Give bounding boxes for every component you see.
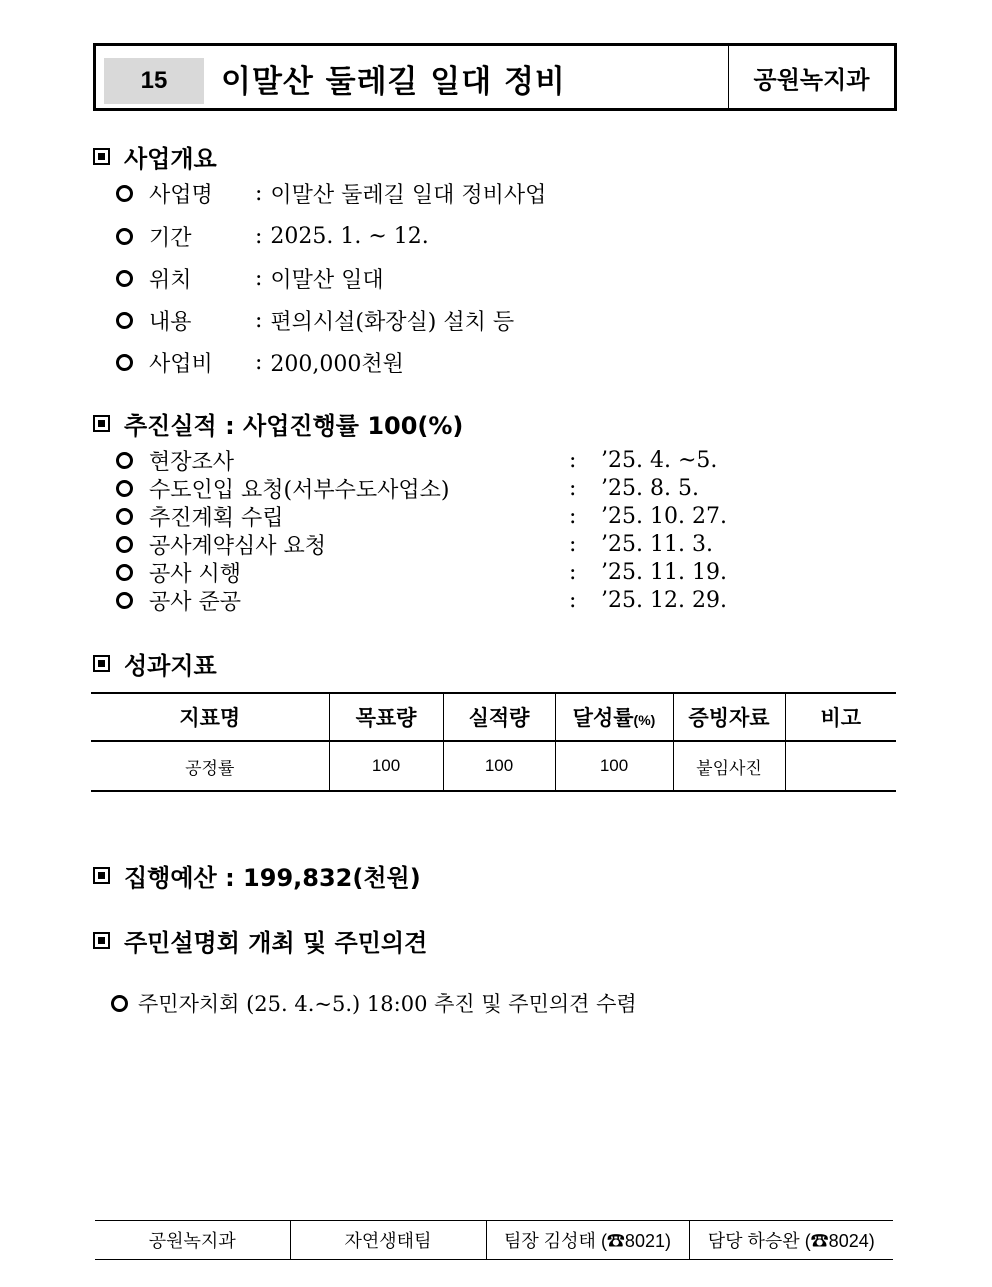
colon: : [569, 448, 577, 473]
overview-value: 200,000천원 [270, 352, 404, 377]
overview-label: 내용 [149, 310, 192, 335]
circle-bullet-icon [116, 354, 133, 371]
colon: : [569, 560, 577, 585]
progress-item [116, 445, 717, 476]
circle-bullet-icon [116, 270, 133, 287]
progress-item [116, 529, 713, 560]
section-progress-heading [93, 406, 463, 441]
kpi-header-target: 목표량 [329, 693, 443, 741]
progress-item [116, 557, 727, 588]
kpi-header-rate-label: 달성률 [572, 707, 634, 730]
overview-value: 이말산 둘레길 일대 정비사업 [270, 183, 547, 208]
circle-bullet-icon [116, 185, 133, 202]
progress-date: ’25. 12. 29. [601, 588, 727, 613]
footer-row [95, 1221, 893, 1260]
progress-item [116, 585, 727, 616]
colon: : [255, 308, 263, 333]
colon: : [255, 181, 263, 206]
footer-table [95, 1220, 893, 1260]
colon: : [569, 588, 577, 613]
title-header [93, 43, 897, 111]
overview-item-location [116, 263, 384, 294]
colon: : [569, 532, 577, 557]
circle-bullet-icon [111, 995, 128, 1012]
progress-date: ’25. 10. 27. [601, 504, 727, 529]
kpi-cell-rate: 100 [555, 741, 673, 791]
circle-bullet-icon [116, 480, 133, 497]
progress-label: 공사 준공 [149, 590, 242, 615]
colon: : [255, 350, 263, 375]
kpi-header-evidence: 증빙자료 [673, 693, 785, 741]
progress-label: 현장조사 [149, 450, 235, 475]
circle-bullet-icon [116, 452, 133, 469]
progress-date: ’25. 8. 5. [601, 476, 699, 501]
page-title: 이말산 둘레길 일대 정비 [221, 64, 566, 100]
colon: : [569, 504, 577, 529]
kpi-header-actual: 실적량 [443, 693, 555, 741]
department-label: 공원녹지과 [753, 65, 870, 94]
section-budget-heading [93, 858, 421, 893]
overview-item-content [116, 305, 514, 336]
kpi-header-rate-unit: (%) [633, 712, 656, 728]
kpi-cell-target: 100 [329, 741, 443, 791]
kpi-cell-name: 공정률 [91, 741, 329, 791]
circle-bullet-icon [116, 536, 133, 553]
square-bullet-icon [93, 867, 110, 884]
kpi-table [91, 692, 896, 792]
square-bullet-icon [93, 148, 110, 165]
progress-label: 공사계약심사 요청 [149, 534, 327, 559]
section-overview-title: 사업개요 [124, 145, 217, 173]
section-residents-heading [93, 923, 427, 958]
colon: : [255, 224, 263, 249]
progress-item [116, 501, 727, 532]
overview-label: 사업비 [149, 352, 213, 377]
square-bullet-icon [93, 415, 110, 432]
footer-department: 공원녹지과 [95, 1221, 290, 1260]
circle-bullet-icon [116, 592, 133, 609]
kpi-cell-evidence: 붙임사진 [673, 741, 785, 791]
kpi-header-name: 지표명 [91, 693, 329, 741]
footer-leader: 팀장 김성태 (☎8021) [486, 1221, 689, 1260]
progress-date: ’25. 4. ~5. [601, 448, 718, 473]
progress-date: ’25. 11. 19. [601, 560, 727, 585]
circle-bullet-icon [116, 564, 133, 581]
overview-label: 기간 [149, 226, 192, 251]
section-budget-title: 집행예산 : 199,832(천원) [124, 864, 421, 892]
overview-value: 2025. 1. ~ 12. [270, 224, 429, 249]
section-kpi-heading [93, 646, 217, 681]
circle-bullet-icon [116, 508, 133, 525]
residents-item-text: 주민자치회 (25. 4.~5.) 18:00 추진 및 주민의견 수렴 [138, 992, 637, 1016]
overview-label: 사업명 [149, 183, 213, 208]
circle-bullet-icon [116, 312, 133, 329]
section-overview-heading [93, 139, 217, 174]
section-progress-title: 추진실적 : 사업진행률 100(%) [124, 412, 464, 440]
section-kpi-title: 성과지표 [124, 652, 217, 680]
footer-staff: 담당 하승완 (☎8024) [689, 1221, 893, 1260]
overview-value: 이말산 일대 [270, 268, 384, 293]
circle-bullet-icon [116, 228, 133, 245]
overview-value: 편의시설(화장실) 설치 등 [270, 310, 515, 335]
table-row [91, 741, 896, 791]
colon: : [255, 266, 263, 291]
overview-item-name [116, 178, 546, 209]
residents-item [111, 988, 637, 1018]
kpi-header-note: 비고 [785, 693, 896, 741]
square-bullet-icon [93, 932, 110, 949]
progress-item [116, 473, 699, 504]
section-residents-title: 주민설명회 개최 및 주민의견 [124, 929, 428, 957]
footer-team: 자연생태팀 [290, 1221, 486, 1260]
progress-label: 추진계획 수립 [149, 506, 284, 531]
overview-item-cost [116, 347, 404, 378]
square-bullet-icon [93, 655, 110, 672]
kpi-cell-note [785, 741, 896, 791]
progress-label: 수도인입 요청(서부수도사업소) [149, 478, 450, 503]
overview-item-period [116, 221, 429, 252]
kpi-header-rate [555, 693, 673, 741]
progress-date: ’25. 11. 3. [601, 532, 713, 557]
colon: : [569, 476, 577, 501]
kpi-cell-actual: 100 [443, 741, 555, 791]
overview-label: 위치 [149, 268, 192, 293]
item-number: 15 [104, 58, 204, 104]
progress-label: 공사 시행 [149, 562, 242, 587]
kpi-header-row [91, 693, 896, 741]
